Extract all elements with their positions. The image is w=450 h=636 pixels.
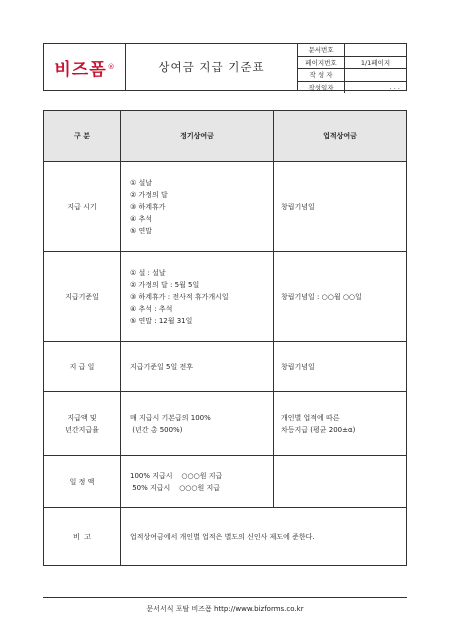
- table-header-row: [44, 111, 407, 162]
- table-row: [44, 342, 407, 392]
- bonus-criteria-table: [43, 110, 407, 566]
- cell-line: 창립기념일: [281, 362, 315, 371]
- regular-cell: [121, 392, 274, 456]
- meta-value: [345, 69, 406, 81]
- cell-line: ⑤ 연말: [130, 226, 153, 235]
- header-performance-bonus: 업적상여금: [274, 111, 407, 162]
- bizforms-logo: [44, 44, 126, 90]
- cell-line: 개인별 업적에 따른: [281, 413, 340, 422]
- cell-line: 창립기념일 : ○○월 ○○일: [281, 292, 362, 301]
- performance-cell: [274, 392, 407, 456]
- row-label-text: 지급액 및 년간지급율: [65, 413, 99, 434]
- table-row: [44, 392, 407, 456]
- row-label: 일 정 액: [44, 456, 121, 508]
- cell-line: ⑤ 연말 : 12월 31일: [130, 316, 193, 325]
- meta-key: 작 성 자: [298, 69, 345, 81]
- meta-value: 1/1페이지: [360, 58, 391, 67]
- header-category: 구 분: [44, 111, 121, 162]
- header-regular-bonus: 정기상여금: [121, 111, 274, 162]
- table-row: [44, 456, 407, 508]
- performance-cell: [274, 342, 407, 392]
- meta-value: [345, 44, 406, 56]
- performance-cell: [274, 456, 407, 508]
- row-label: 지 급 일: [44, 342, 121, 392]
- regular-cell: [121, 456, 274, 508]
- document-title: 상여금 지급 기준표: [126, 44, 298, 90]
- meta-key: 페이지번호: [298, 57, 345, 69]
- cell-line: (년간 총 500%): [130, 425, 183, 434]
- cell-line: 창립기념일: [281, 202, 315, 211]
- cell-line: ① 설 : 설날: [130, 268, 166, 277]
- performance-cell: [274, 162, 407, 252]
- cell-line: ④ 추석: [130, 214, 153, 223]
- document-meta-table: [298, 44, 406, 90]
- meta-value: . . .: [389, 83, 400, 92]
- cell-line: ④ 추석 : 추석: [130, 304, 173, 313]
- document-header: [43, 43, 407, 91]
- footer-text: 문서서식 포탈 비즈폼 http://www.bizforms.co.kr: [146, 605, 304, 613]
- regular-cell: [121, 342, 274, 392]
- logo-text: 비즈폼: [54, 59, 107, 80]
- cell-line: 50% 지급시 ○○○원 지급: [130, 483, 221, 492]
- cell-line: ② 가정의 달: [130, 190, 168, 199]
- registered-mark: ®: [107, 63, 115, 71]
- meta-row-date: [298, 82, 406, 94]
- meta-row-doc-no: [298, 44, 406, 57]
- cell-line: ③ 하계휴가: [130, 202, 166, 211]
- cell-line: 지급기준일 5일 전후: [130, 362, 193, 371]
- footer-divider: [43, 597, 407, 598]
- remarks-row: [44, 508, 407, 566]
- table-row: [44, 252, 407, 342]
- remarks-label: 비 고: [44, 508, 121, 566]
- remarks-text: 업적상여금에서 개인별 업적은 별도의 신인사 제도에 준한다.: [121, 508, 407, 566]
- meta-key: 문서번호: [298, 44, 345, 56]
- cell-line: ① 설날: [130, 178, 153, 187]
- cell-line: ② 가정의 달 : 5월 5일: [130, 280, 200, 289]
- performance-cell: [274, 252, 407, 342]
- regular-cell: [121, 162, 274, 252]
- cell-line: 100% 지급시 ○○○원 지급: [130, 471, 223, 480]
- row-label: 지급기준일: [44, 252, 121, 342]
- meta-row-author: [298, 69, 406, 82]
- cell-line: 차등지급 (평균 200±α): [281, 425, 356, 434]
- cell-line: ③ 하계휴가 : 전사적 휴가개시일: [130, 292, 229, 301]
- row-label: 지급 시기: [44, 162, 121, 252]
- row-label: [44, 392, 121, 456]
- cell-line: 매 지급시 기본급의 100%: [130, 413, 211, 422]
- regular-cell: [121, 252, 274, 342]
- meta-row-page-no: [298, 57, 406, 70]
- meta-key: 작성일자: [298, 82, 345, 94]
- table-row: [44, 162, 407, 252]
